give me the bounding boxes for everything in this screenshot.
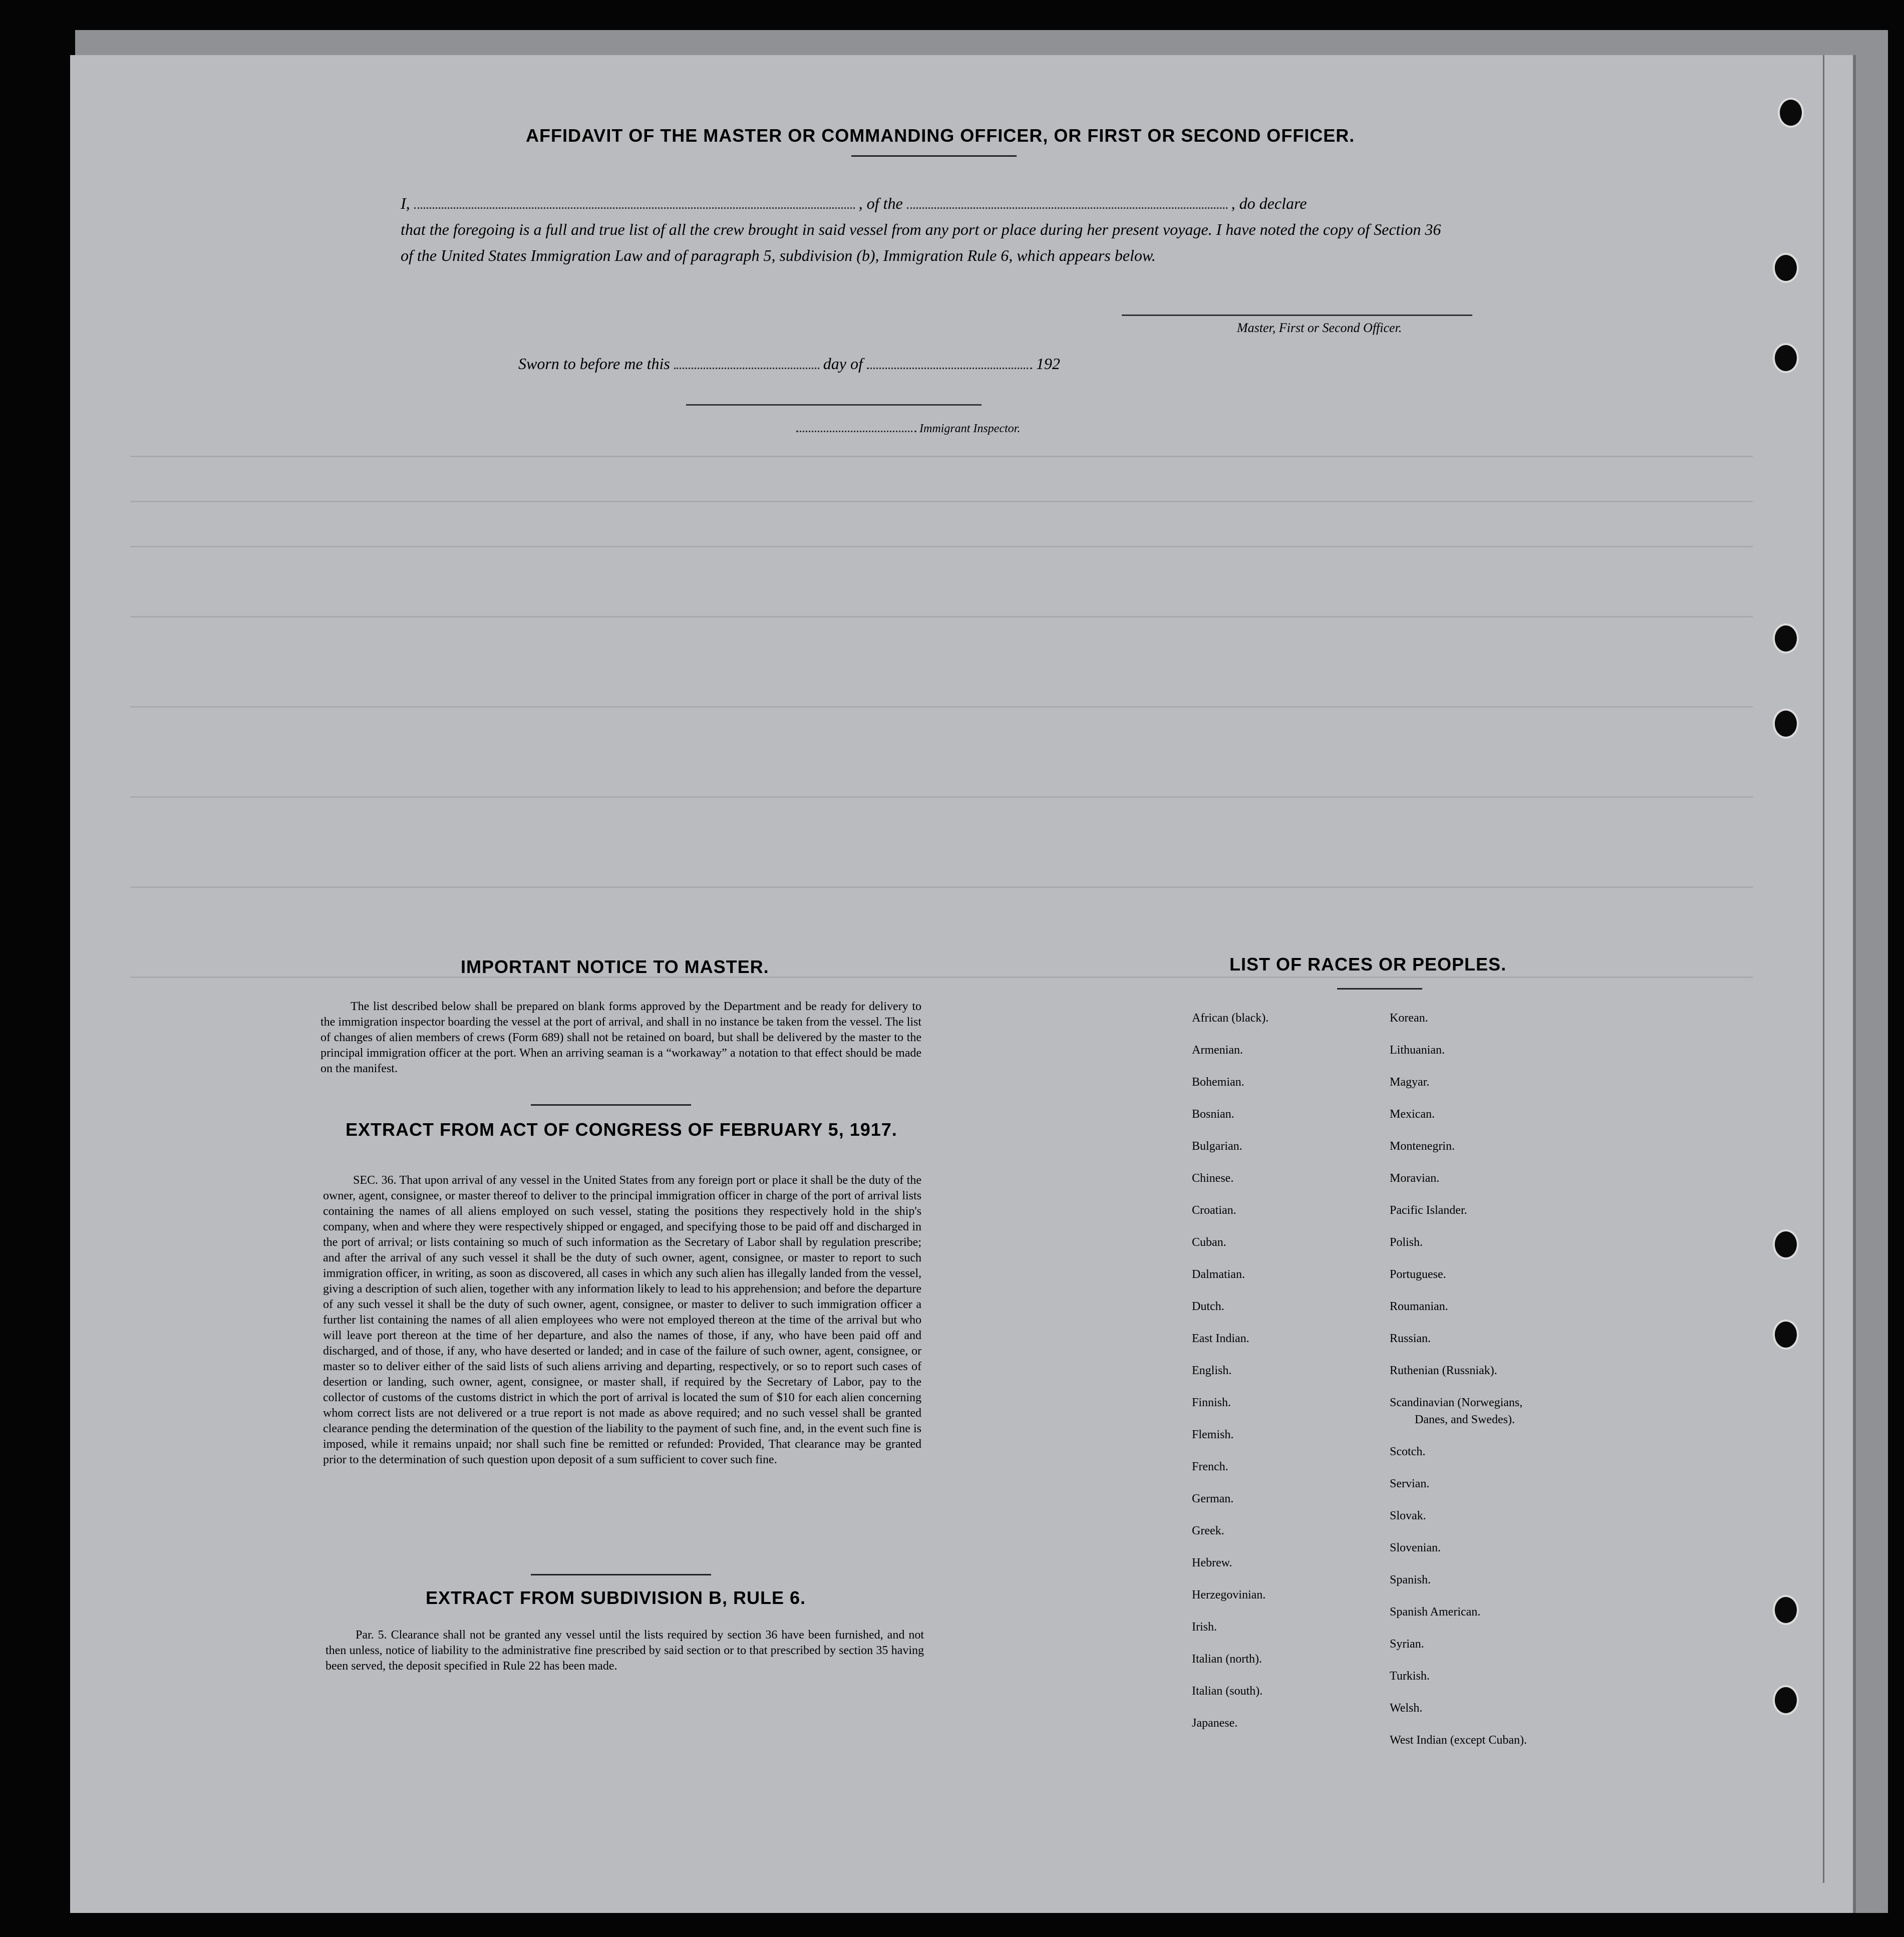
punch-hole — [1773, 253, 1799, 283]
race-item: Hebrew. — [1192, 1556, 1232, 1569]
rule-extract-text: Par. 5. Clearance shall not be granted any vessel until the lists required by section 36 have been furnished, and not then unless, notice of liability to the administrative fine prescribed by said section or to that prescribed by section 35 having been served, the deposit specified in Rule 22 has been made. — [326, 1629, 924, 1673]
punch-hole — [1773, 623, 1799, 654]
punch-hole — [1773, 343, 1799, 373]
race-item: Italian (south). — [1192, 1685, 1263, 1698]
section-rule — [531, 1574, 711, 1575]
punch-hole — [1773, 1595, 1799, 1625]
vessel-name-field[interactable] — [907, 190, 1227, 209]
race-item: Japanese. — [1192, 1717, 1238, 1730]
race-item: Finnish. — [1192, 1396, 1231, 1409]
punch-hole — [1778, 98, 1804, 128]
race-item: German. — [1192, 1492, 1234, 1505]
section-rule — [531, 1104, 691, 1106]
race-item: African (black). — [1192, 1012, 1269, 1025]
race-item: Spanish. — [1390, 1573, 1431, 1586]
inspector-line — [796, 420, 1020, 436]
affidavit-title: AFFIDAVIT OF THE MASTER OR COMMANDING OFFICER, OR FIRST OR SECOND OFFICER. — [526, 125, 1355, 146]
notice-text: The list described below shall be prepared on blank forms approved by the Department and be ready for delivery to the immigration inspector boarding the vessel at the port of arrival, and shall in no instance be taken from the vessel. The list of changes of alien members of crews (Form 689) shall not be retained on board, but shall be delivered by the master to the principal immigration officer at the port. When an arriving seaman is a “workaway” a notation to that effect should be made on the manifest. — [321, 1000, 921, 1075]
race-item: Turkish. — [1390, 1670, 1430, 1683]
inspector-signature-line[interactable] — [686, 404, 982, 406]
race-item: Italian (north). — [1192, 1653, 1262, 1666]
punch-hole — [1773, 709, 1799, 739]
race-item: Flemish. — [1192, 1428, 1234, 1441]
race-item: East Indian. — [1192, 1332, 1249, 1345]
race-item: Slovak. — [1390, 1509, 1426, 1522]
bleed-through-line — [130, 796, 1753, 798]
race-item: Servian. — [1390, 1477, 1430, 1490]
act-extract-text: SEC. 36. That upon arrival of any vessel in the United States from any foreign port or place it shall be the duty of the owner, agent, consignee, or master thereof to deliver to the principal immigration officer in charge of the port of arrival lists containing the names of all aliens employed on such vessel, stating the positions they respectively hold in the ship's company, when and where they were respectively shipped or engaged, and specifying those to be paid off and discharged in the port of arrival; or lists containing so much of such information as the Secretary of Labor shall by regulation prescribe; and after the arrival of any such vessel it shall be the duty of such owner, agent, consignee, or master to report to such immigration officer, in writing, as soon as discovered, all cases in which any such alien has illegally landed from the vessel, giving a description of such alien, together with any information likely to lead to his apprehension; and before the departure of any such vessel it shall be the duty of such owner, agent, consignee, or master to deliver to such immigration officer a further list containing the names of all alien employees who were not employed thereon at the time of the arrival but who will leave port thereon at the time of her departure, and also the names of those, if any, who have been paid off and discharged, and of those, if any, who have deserted or landed; and in case of the failure of such owner, agent, consignee, or master so to deliver either of the said lists of such aliens arriving and departing, respectively, or so to report such cases of desertion or landing, such owner, agent, consignee, or master shall, if required by the Secretary of Labor, pay to the collector of customs of the customs district in which the port of arrival is located the sum of $10 for each alien concerning whom correct lists are not delivered or a true report is not made as above required; and no such vessel shall be granted clearance pending the determination of the question of the liability to the payment of such fine, and, in the event such fine is imposed, while it remains unpaid; nor shall such fine be remitted or refunded: Provided, That clearance may be granted prior to the determination of such question upon deposit of a sum sufficient to cover such fine. — [323, 1174, 921, 1466]
sworn-month-field[interactable] — [867, 351, 1032, 369]
sworn-day-field[interactable] — [674, 351, 819, 369]
do-declare-text: , do declare — [1231, 194, 1307, 212]
declarant-prefix: I, — [401, 194, 410, 212]
bleed-through-line — [130, 546, 1753, 547]
declaration-line — [401, 190, 1452, 216]
title-rule — [851, 155, 1017, 157]
race-item: Bohemian. — [1192, 1076, 1244, 1089]
race-item: Dalmatian. — [1192, 1268, 1245, 1281]
race-item: Slovenian. — [1390, 1541, 1441, 1554]
race-item: Cuban. — [1192, 1236, 1226, 1249]
race-item: Bosnian. — [1192, 1108, 1234, 1121]
punch-hole — [1773, 1229, 1799, 1259]
page-edge — [1853, 55, 1855, 1913]
race-item: Greek. — [1192, 1524, 1224, 1537]
race-item: Scandinavian (Norwegians, — [1390, 1396, 1523, 1409]
race-item: Polish. — [1390, 1236, 1423, 1249]
act-extract-title: EXTRACT FROM ACT OF CONGRESS OF FEBRUARY 5, 1917. — [346, 1119, 897, 1140]
race-item: Chinese. — [1192, 1172, 1234, 1185]
race-item: Scotch. — [1390, 1445, 1426, 1458]
race-item: French. — [1192, 1460, 1228, 1473]
race-item: Ruthenian (Russniak). — [1390, 1364, 1497, 1377]
race-item: Roumanian. — [1390, 1300, 1448, 1313]
sworn-year: 192 — [1036, 355, 1060, 373]
bleed-through-line — [130, 977, 1753, 978]
race-item: Mexican. — [1390, 1108, 1435, 1121]
punch-hole — [1773, 1320, 1799, 1350]
race-item: Pacific Islander. — [1390, 1204, 1467, 1217]
bleed-through-line — [130, 456, 1753, 457]
race-item: Armenian. — [1192, 1044, 1243, 1057]
rule-extract-title: EXTRACT FROM SUBDIVISION B, RULE 6. — [426, 1587, 806, 1608]
sworn-line — [518, 351, 1060, 373]
of-the-text: , of the — [858, 194, 903, 212]
race-item: Russian. — [1390, 1332, 1431, 1345]
race-item: Welsh. — [1390, 1702, 1423, 1715]
race-item: Bulgarian. — [1192, 1140, 1242, 1153]
bleed-through-line — [130, 501, 1753, 502]
race-item: Korean. — [1390, 1012, 1428, 1025]
inspector-caption: Immigrant Inspector. — [919, 422, 1021, 435]
sworn-text: Sworn to before me this — [518, 355, 670, 373]
title-rule — [1337, 988, 1422, 990]
bleed-through-line — [130, 886, 1753, 888]
race-item: Irish. — [1192, 1621, 1217, 1634]
affidavit-body — [401, 190, 1452, 268]
punch-hole — [1773, 1685, 1799, 1715]
page-edge — [1823, 55, 1824, 1883]
race-item: Montenegrin. — [1390, 1140, 1455, 1153]
race-item: West Indian (except Cuban). — [1390, 1734, 1527, 1747]
signature-caption: Master, First or Second Officer. — [1237, 320, 1402, 335]
race-item: English. — [1192, 1364, 1232, 1377]
bleed-through-line — [130, 616, 1753, 617]
signature-line[interactable] — [1122, 314, 1472, 316]
race-item: Herzegovinian. — [1192, 1588, 1266, 1601]
race-item: Magyar. — [1390, 1076, 1430, 1089]
race-item: Spanish American. — [1390, 1605, 1481, 1619]
affidavit-statement: that the foregoing is a full and true list of all the crew brought in said vessel from any port or place during her present voyage. I have noted the copy of Section 36 of the United States Immigration Law and of paragraph 5, subdivision (b), Immigration Rule 6, which appears below. — [401, 220, 1441, 264]
inspector-field[interactable] — [796, 420, 916, 432]
race-item: Croatian. — [1192, 1204, 1236, 1217]
declarant-name-field[interactable] — [414, 190, 855, 209]
race-item: Syrian. — [1390, 1638, 1424, 1651]
race-item: Moravian. — [1390, 1172, 1440, 1185]
race-item: Dutch. — [1192, 1300, 1224, 1313]
bleed-through-line — [130, 706, 1753, 708]
race-item: Portuguese. — [1390, 1268, 1446, 1281]
notice-title: IMPORTANT NOTICE TO MASTER. — [461, 956, 769, 977]
day-of-text: day of — [823, 355, 863, 373]
races-title: LIST OF RACES OR PEOPLES. — [1229, 954, 1507, 975]
race-item: Lithuanian. — [1390, 1044, 1445, 1057]
race-item: Danes, and Swedes). — [1415, 1413, 1515, 1426]
